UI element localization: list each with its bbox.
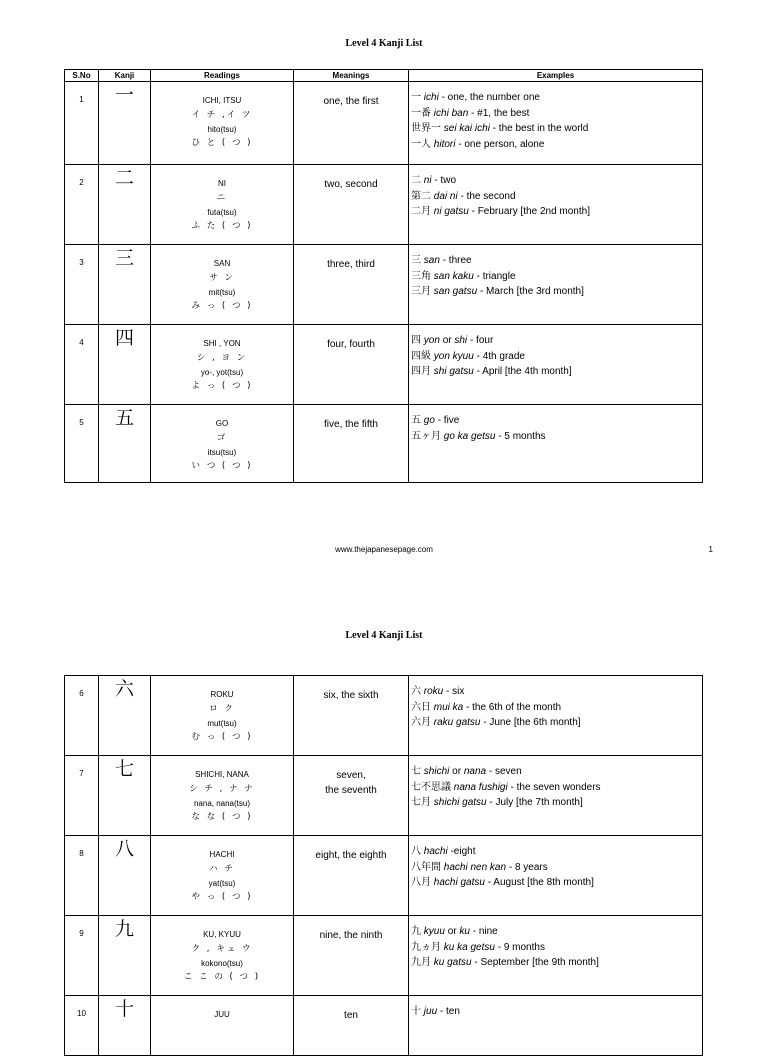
reading-text: よ っ ( つ ) — [191, 381, 253, 391]
example-meaning: - the 6th of the month — [466, 701, 562, 713]
table-row — [65, 676, 703, 756]
meanings-cell — [294, 325, 409, 405]
meaning-text: six, the sixth — [323, 690, 379, 701]
example-or: or — [452, 766, 462, 777]
example-line — [411, 364, 702, 380]
kanji-table — [64, 69, 703, 483]
example-or: or — [447, 926, 457, 937]
example-line — [411, 253, 702, 269]
reading-text: itsu(tsu) — [207, 448, 237, 457]
reading-text: ロ ク — [209, 704, 235, 714]
reading-text: SHI , YON — [203, 339, 241, 348]
example-japanese: 三月 — [411, 286, 431, 297]
example-meaning: - 8 years — [508, 861, 548, 873]
reading-text: mut(tsu) — [207, 719, 237, 728]
example-line — [411, 844, 702, 860]
examples-cell — [409, 836, 703, 916]
reading-text: HACHI — [209, 850, 235, 859]
examples-cell — [409, 245, 703, 325]
readings-cell — [151, 996, 294, 1056]
example-meaning: - April [the 4th month] — [476, 366, 572, 377]
reading-text: ICHI, ITSU — [202, 96, 242, 105]
reading-text: シ , ヨ ン — [196, 353, 248, 363]
reading-text: NI — [218, 179, 226, 188]
example-japanese: 一人 — [411, 138, 431, 150]
example-line — [411, 90, 702, 106]
example-romaji: hitori — [433, 138, 456, 150]
reading-text: SAN — [213, 259, 231, 268]
reading-text: な な ( つ ) — [191, 812, 253, 822]
example-japanese: 八月 — [411, 877, 431, 888]
example-japanese: 九月 — [411, 957, 431, 968]
example-meaning: - March [the 3rd month] — [479, 286, 584, 297]
meaning-text: four, fourth — [327, 339, 375, 350]
example-line — [411, 764, 702, 780]
example-romaji: yon — [423, 335, 440, 346]
example-romaji: hachi nen kan — [443, 861, 507, 873]
example-line — [411, 121, 702, 137]
kanji-character: 七 — [99, 756, 151, 836]
reading-text: ROKU — [210, 690, 234, 699]
reading-text: イ チ ,イ ツ — [191, 110, 253, 120]
header-meanings: Meanings — [294, 70, 409, 82]
kanji-character: 一 — [99, 82, 151, 165]
page-title: Level 4 Kanji List — [345, 630, 423, 641]
row-number: 1 — [65, 82, 99, 165]
example-japanese: 七不思議 — [411, 781, 451, 793]
example-japanese: 六月 — [411, 717, 431, 728]
example-line — [411, 269, 702, 285]
examples-cell — [409, 916, 703, 996]
example-romaji: shi gatsu — [433, 366, 474, 377]
reading-text: ゴ — [216, 433, 228, 443]
example-line — [411, 700, 702, 716]
readings-cell — [151, 756, 294, 836]
example-line — [411, 429, 702, 445]
example-line — [411, 333, 702, 349]
example-japanese: 世界一 — [411, 123, 441, 134]
readings-cell — [151, 82, 294, 165]
example-line — [411, 780, 702, 796]
reading-text: GO — [215, 419, 229, 428]
example-line — [411, 106, 702, 122]
page-number: 1 — [708, 545, 713, 554]
example-meaning: - the seven wonders — [510, 781, 601, 793]
meanings-cell — [294, 756, 409, 836]
reading-text: や っ ( つ ) — [191, 892, 253, 902]
reading-text: い つ ( つ ) — [191, 461, 253, 471]
example-japanese: 六 — [411, 686, 421, 697]
example-romaji: san gatsu — [433, 286, 478, 297]
example-japanese: 四級 — [411, 350, 431, 362]
row-number: 8 — [65, 836, 99, 916]
kanji-character: 八 — [99, 836, 151, 916]
meaning-text: two, second — [324, 179, 378, 190]
example-japanese: 二月 — [411, 206, 431, 217]
example-romaji: mui ka — [433, 701, 464, 713]
example-line — [411, 940, 702, 956]
meanings-cell — [294, 245, 409, 325]
examples-cell — [409, 996, 703, 1056]
reading-text: mit(tsu) — [208, 288, 236, 297]
example-romaji: roku — [423, 686, 444, 697]
readings-cell — [151, 245, 294, 325]
example-line — [411, 284, 702, 300]
example-line — [411, 189, 702, 205]
example-meaning: - July [the 7th month] — [489, 797, 583, 808]
table-row — [65, 325, 703, 405]
example-meaning: - ten — [439, 1006, 460, 1017]
example-meaning: - four — [469, 335, 494, 346]
example-romaji: san — [423, 255, 440, 266]
header-sno: S.No — [65, 70, 99, 82]
example-line — [411, 795, 702, 811]
example-meaning: - two — [434, 175, 457, 186]
example-romaji: ku — [459, 926, 470, 937]
examples-cell — [409, 676, 703, 756]
example-japanese: 九 — [411, 926, 421, 937]
example-japanese: 十 — [411, 1006, 421, 1017]
kanji-character: 三 — [99, 245, 151, 325]
example-japanese: 五 — [411, 415, 421, 426]
example-japanese: 四 — [411, 335, 421, 346]
meanings-cell — [294, 916, 409, 996]
reading-text: シ チ , ナ ナ — [189, 784, 255, 794]
example-meaning: - 4th grade — [476, 350, 525, 362]
reading-text: futa(tsu) — [207, 208, 237, 217]
examples-cell — [409, 165, 703, 245]
example-japanese: 三角 — [411, 270, 431, 282]
example-romaji: dai ni — [433, 190, 458, 202]
example-meaning: - the second — [460, 190, 516, 202]
example-romaji: hachi gatsu — [433, 877, 485, 888]
meaning-text: the seventh — [325, 785, 377, 796]
header-readings: Readings — [151, 70, 294, 82]
example-romaji: yon kyuu — [433, 350, 474, 362]
table-row — [65, 836, 703, 916]
footer-url: www.thejapanesepage.com — [335, 545, 433, 554]
example-japanese: 二 — [411, 175, 421, 186]
example-japanese: 四月 — [411, 366, 431, 377]
meaning-text: one, the first — [323, 96, 379, 107]
example-japanese: 七月 — [411, 797, 431, 808]
table-row — [65, 916, 703, 996]
example-romaji: ni — [423, 175, 432, 186]
example-japanese: 第二 — [411, 190, 431, 202]
example-japanese: 六日 — [411, 701, 431, 713]
meaning-text: seven, — [336, 770, 366, 781]
example-romaji: go — [423, 415, 435, 426]
example-romaji: sei kai ichi — [443, 123, 490, 134]
example-japanese: 七 — [411, 766, 421, 777]
example-romaji: ku ka getsu — [443, 941, 495, 953]
row-number: 7 — [65, 756, 99, 836]
example-japanese: 一 — [411, 92, 421, 103]
reading-text: KU, KYUU — [203, 930, 241, 939]
row-number: 9 — [65, 916, 99, 996]
example-japanese: 八 — [411, 846, 421, 857]
example-line — [411, 924, 702, 940]
example-japanese: 一番 — [411, 107, 431, 119]
reading-text: こ こ の ( つ ) — [183, 972, 261, 982]
example-romaji: hachi — [423, 846, 448, 857]
examples-cell — [409, 405, 703, 483]
example-romaji: juu — [423, 1006, 438, 1017]
meanings-cell — [294, 676, 409, 756]
meaning-text: ten — [344, 1010, 358, 1021]
readings-cell — [151, 405, 294, 483]
example-romaji: nana — [463, 766, 487, 777]
example-meaning: - five — [437, 415, 460, 426]
row-number: 5 — [65, 405, 99, 483]
readings-cell — [151, 836, 294, 916]
example-meaning: - 5 months — [498, 430, 546, 442]
example-line — [411, 1004, 702, 1020]
row-number: 6 — [65, 676, 99, 756]
example-line — [411, 860, 702, 876]
meanings-cell — [294, 836, 409, 916]
table-row — [65, 82, 703, 165]
meanings-cell — [294, 82, 409, 165]
reading-text: む っ ( つ ) — [191, 732, 253, 742]
row-number: 2 — [65, 165, 99, 245]
table-row — [65, 756, 703, 836]
table-row — [65, 405, 703, 483]
kanji-character: 十 — [99, 996, 151, 1056]
example-meaning: - triangle — [476, 270, 516, 282]
example-line — [411, 204, 702, 220]
example-meaning: - one person, alone — [458, 138, 545, 150]
reading-text: JUU — [214, 1010, 230, 1019]
example-romaji: shichi gatsu — [433, 797, 487, 808]
example-japanese: 八年間 — [411, 861, 441, 873]
example-meaning: - the best in the world — [492, 123, 589, 134]
meanings-cell — [294, 405, 409, 483]
example-meaning: -eight — [450, 846, 476, 857]
kanji-character: 六 — [99, 676, 151, 756]
meanings-cell — [294, 165, 409, 245]
readings-cell — [151, 325, 294, 405]
meaning-text: nine, the ninth — [319, 930, 383, 941]
example-meaning: - September [the 9th month] — [474, 957, 599, 968]
reading-text: SHICHI, NANA — [195, 770, 249, 779]
readings-cell — [151, 916, 294, 996]
example-line — [411, 875, 702, 891]
examples-cell — [409, 82, 703, 165]
table-header-row — [65, 70, 703, 82]
reading-text: hito(tsu) — [207, 125, 237, 134]
example-line — [411, 349, 702, 365]
example-japanese: 五ヶ月 — [411, 430, 441, 442]
example-meaning: - three — [442, 255, 472, 266]
examples-cell — [409, 756, 703, 836]
example-romaji: ni gatsu — [433, 206, 469, 217]
example-meaning: - February [the 2nd month] — [471, 206, 590, 217]
meanings-cell — [294, 996, 409, 1056]
example-line — [411, 684, 702, 700]
reading-text: kokono(tsu) — [201, 959, 243, 968]
example-romaji: ichi — [423, 92, 439, 103]
example-line — [411, 955, 702, 971]
example-japanese: 九ヵ月 — [411, 941, 441, 953]
example-romaji: san kaku — [433, 270, 474, 282]
example-romaji: ku gatsu — [433, 957, 472, 968]
reading-text: nana, nana(tsu) — [193, 799, 251, 808]
header-kanji: Kanji — [99, 70, 151, 82]
example-meaning: - one, the number one — [441, 92, 540, 103]
example-romaji: kyuu — [423, 926, 445, 937]
readings-cell — [151, 676, 294, 756]
kanji-character: 二 — [99, 165, 151, 245]
readings-cell — [151, 165, 294, 245]
reading-text: yat(tsu) — [208, 879, 236, 888]
reading-text: ニ — [216, 193, 228, 203]
example-line — [411, 715, 702, 731]
table-row — [65, 996, 703, 1056]
example-romaji: nana fushigi — [453, 781, 508, 793]
row-number: 4 — [65, 325, 99, 405]
kanji-table — [64, 675, 703, 1056]
example-meaning: - August [the 8th month] — [487, 877, 594, 888]
meaning-text: eight, the eighth — [315, 850, 387, 861]
kanji-character: 四 — [99, 325, 151, 405]
kanji-character: 五 — [99, 405, 151, 483]
example-meaning: - 9 months — [497, 941, 545, 953]
reading-text: yo-, yot(tsu) — [200, 368, 244, 377]
example-romaji: go ka getsu — [443, 430, 496, 442]
reading-text: ク , キュ ウ — [191, 944, 253, 954]
row-number: 3 — [65, 245, 99, 325]
reading-text: サ ン — [209, 273, 235, 283]
example-meaning: - nine — [472, 926, 498, 937]
example-line — [411, 173, 702, 189]
kanji-character: 九 — [99, 916, 151, 996]
example-romaji: ichi ban — [433, 107, 469, 119]
reading-text: み っ ( つ ) — [191, 301, 253, 311]
row-number: 10 — [65, 996, 99, 1056]
reading-text: ハ チ — [209, 864, 235, 874]
example-romaji: raku gatsu — [433, 717, 481, 728]
example-line — [411, 137, 702, 153]
reading-text: ひ と ( つ ) — [191, 138, 253, 148]
example-or: or — [442, 335, 452, 346]
example-meaning: - six — [446, 686, 465, 697]
example-line — [411, 413, 702, 429]
table-row — [65, 165, 703, 245]
table-row — [65, 245, 703, 325]
example-japanese: 三 — [411, 255, 421, 266]
examples-cell — [409, 325, 703, 405]
page-title: Level 4 Kanji List — [345, 38, 423, 49]
header-examples: Examples — [409, 70, 703, 82]
meaning-text: five, the fifth — [324, 419, 378, 430]
meaning-text: three, third — [327, 259, 375, 270]
reading-text: ふ た ( つ ) — [191, 221, 253, 231]
example-romaji: shi — [454, 335, 468, 346]
example-romaji: shichi — [423, 766, 450, 777]
example-meaning: - #1, the best — [471, 107, 530, 119]
example-meaning: - June [the 6th month] — [483, 717, 581, 728]
example-meaning: - seven — [488, 766, 522, 777]
